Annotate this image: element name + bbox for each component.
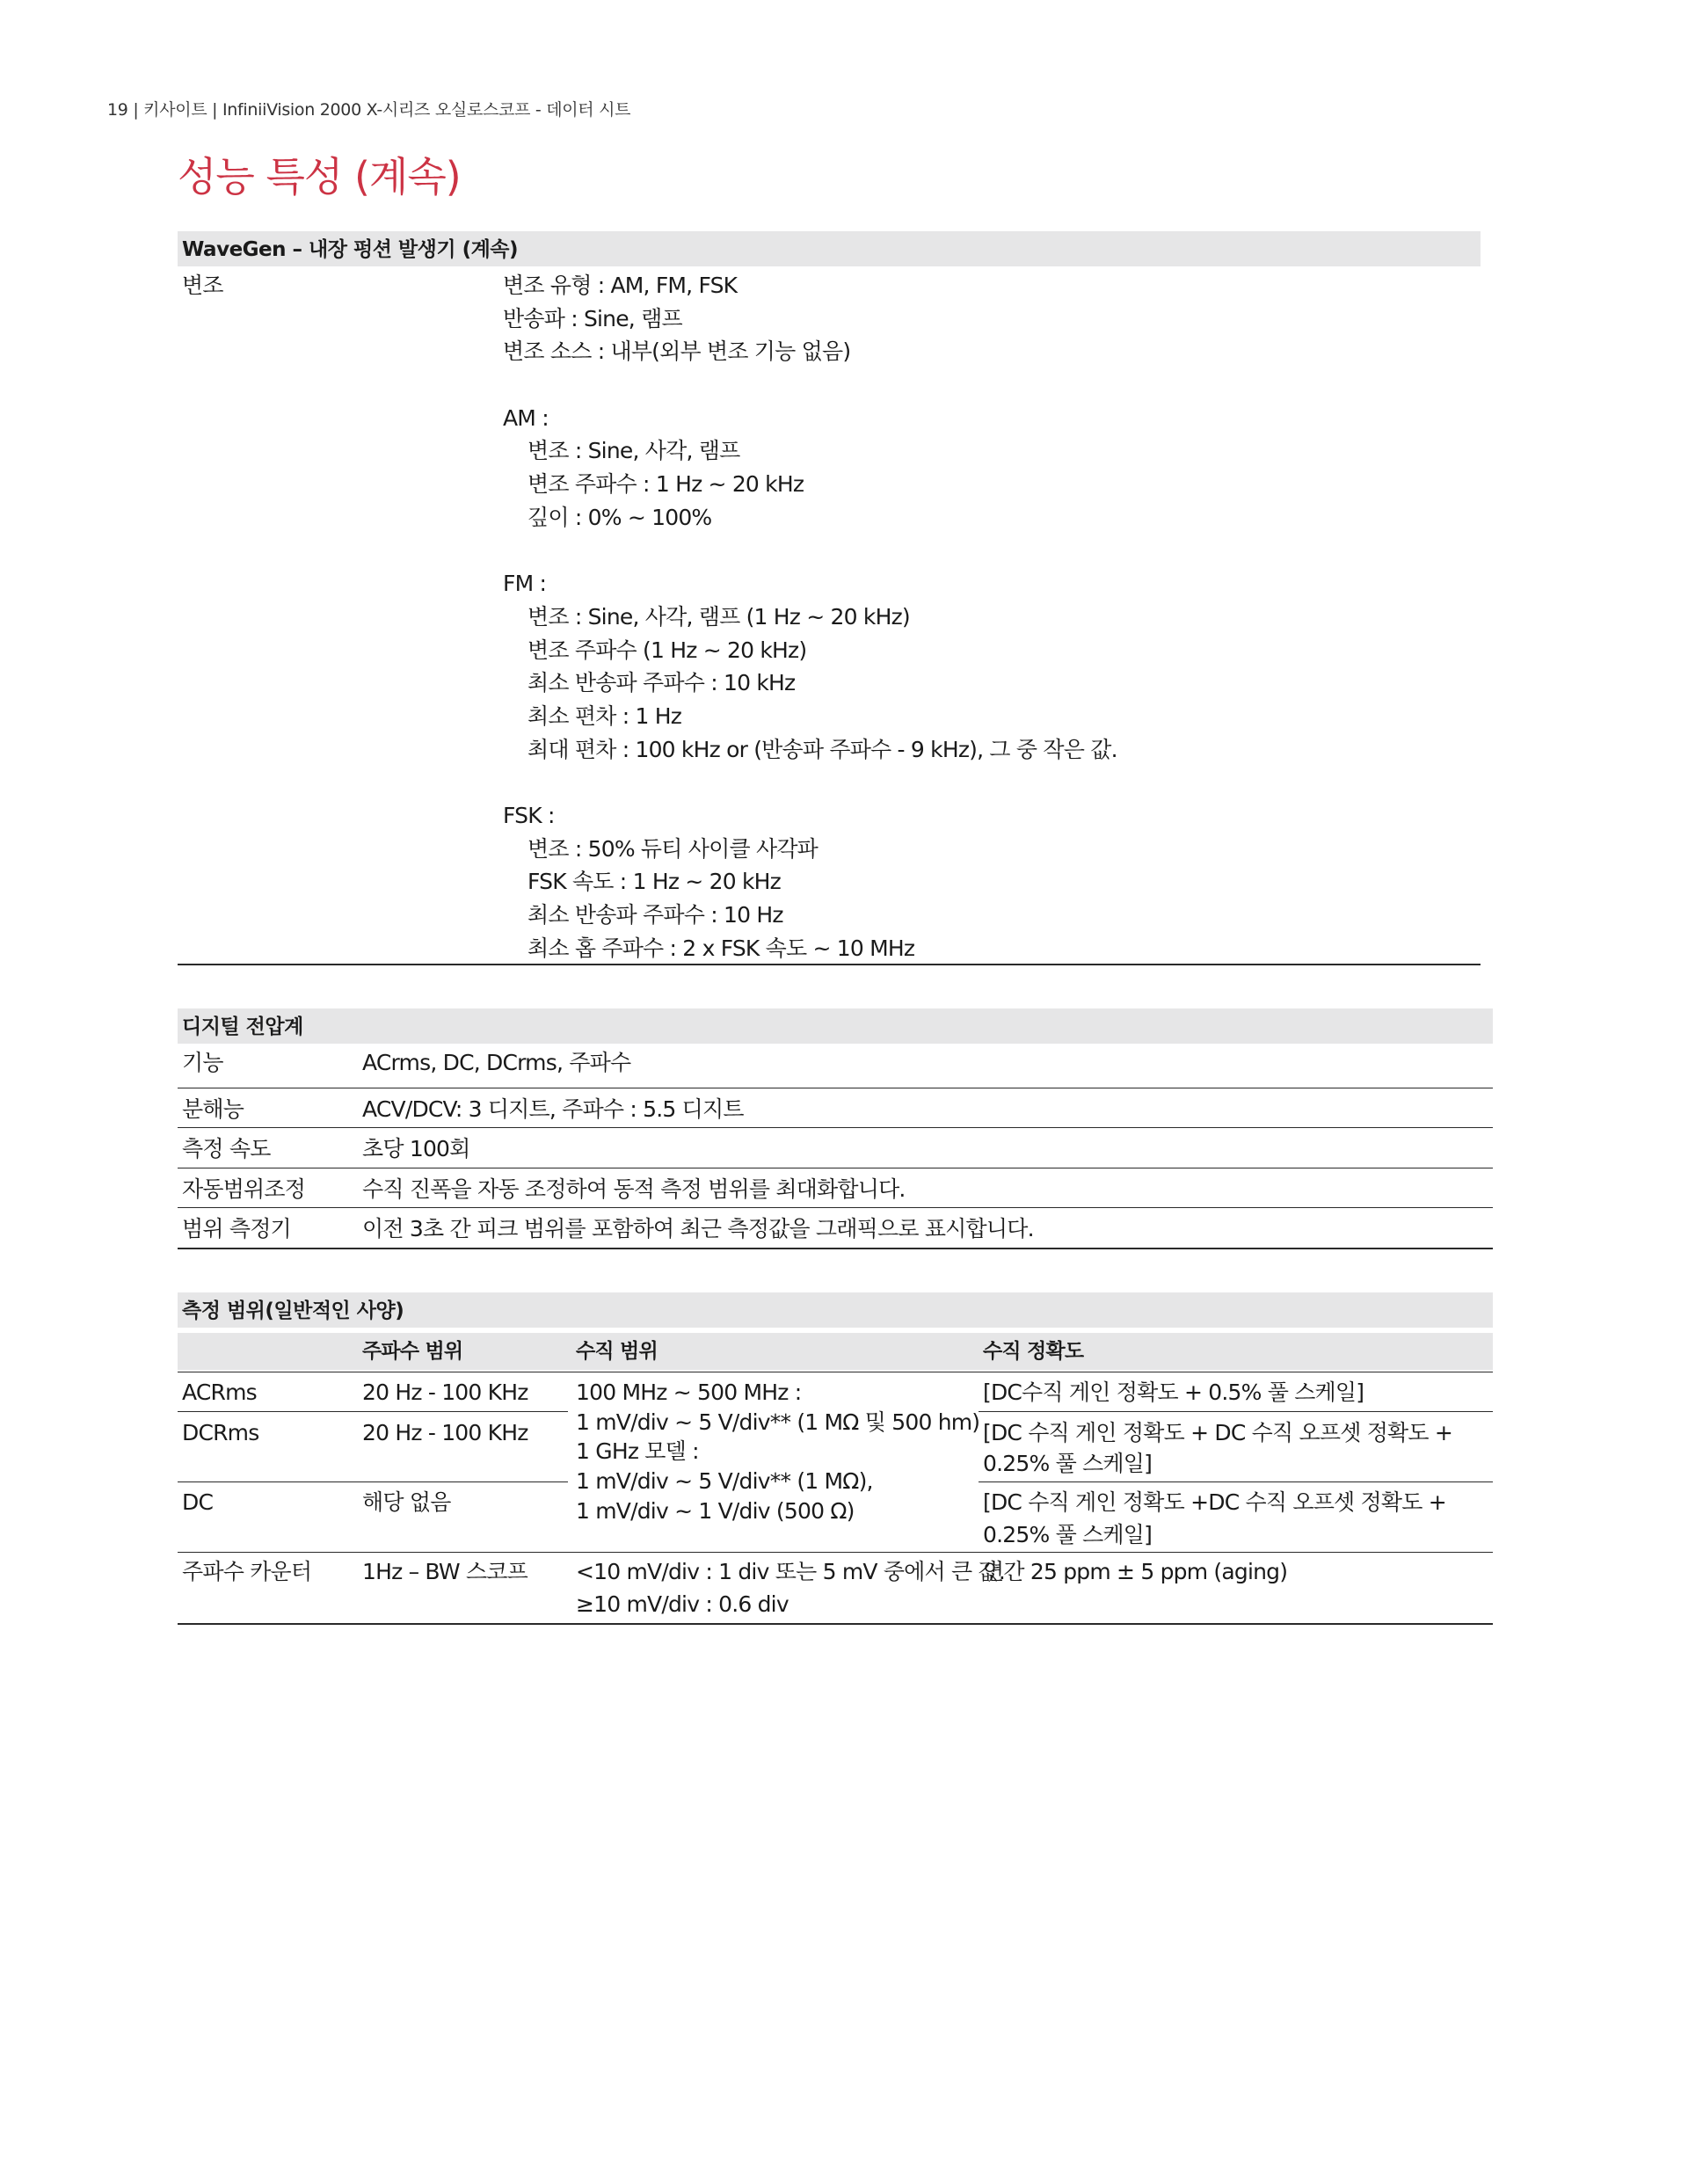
range-row-dcrms-accuracy-1: [DC 수직 게인 정확도 + DC 수직 오프셋 정확도 + <box>983 1420 1453 1445</box>
range-row-counter-freq: 1Hz – BW 스코프 <box>362 1559 528 1584</box>
wavegen-spacer <box>503 368 1117 402</box>
range-bottom-rule <box>178 1623 1493 1625</box>
dvm-row-label: 분해능 <box>182 1096 244 1122</box>
range-row-dc-accuracy-1: [DC 수직 게인 정확도 +DC 수직 오프셋 정확도 + <box>983 1489 1446 1515</box>
dvm-row-value: ACrms, DC, DCrms, 주파수 <box>362 1050 631 1075</box>
dvm-section-title: 디지털 전압계 <box>178 1008 1493 1044</box>
range-vertical-shared-1: 100 MHz ~ 500 MHz : <box>576 1380 802 1405</box>
range-row-acrms-label: ACRms <box>182 1380 257 1405</box>
dvm-row-value: ACV/DCV: 3 디지트, 주파수 : 5.5 디지트 <box>362 1096 744 1122</box>
range-rule-acrms-right <box>979 1411 1493 1412</box>
wavegen-line: FSK 속도 : 1 Hz ~ 20 kHz <box>528 869 781 895</box>
range-row-counter-label: 주파수 카운터 <box>182 1559 312 1584</box>
range-vertical-shared-5: 1 mV/div ~ 1 V/div (500 Ω) <box>576 1498 855 1524</box>
range-row-counter-vertical-1: <10 mV/div : 1 div 또는 5 mV 중에서 큰 값. <box>576 1559 1006 1584</box>
range-rule-acrms-left <box>178 1411 568 1412</box>
wavegen-line: 변조 : 50% 듀티 사이클 사각파 <box>528 835 819 862</box>
wavegen-line: 변조 소스 : 내부(외부 변조 기능 없음) <box>503 339 851 365</box>
range-header-vertical: 수직 범위 <box>576 1340 658 1363</box>
dvm-row-rule <box>178 1248 1493 1249</box>
dvm-row-value: 초당 100회 <box>362 1136 470 1161</box>
dvm-row-label: 기능 <box>182 1050 223 1075</box>
wavegen-line: FM : <box>503 571 547 597</box>
range-vertical-shared-2: 1 mV/div ~ 5 V/div** (1 MΩ 및 500 hm) <box>576 1409 980 1435</box>
dvm-row-value: 이전 3초 간 피크 범위를 포함하여 최근 측정값을 그래픽으로 표시합니다. <box>362 1216 1034 1241</box>
range-vertical-shared-4: 1 mV/div ~ 5 V/div** (1 MΩ), <box>576 1468 873 1494</box>
wavegen-line: 변조 : Sine, 사각, 램프 (1 Hz ~ 20 kHz) <box>528 603 910 630</box>
range-row-counter-vertical-2: ≥10 mV/div : 0.6 div <box>576 1591 789 1617</box>
wavegen-line: 최대 편차 : 100 kHz or (반송파 주파수 - 9 kHz), 그 중 작은 값. <box>528 736 1117 762</box>
wavegen-line: AM : <box>503 404 549 431</box>
dvm-row-label: 측정 속도 <box>182 1136 271 1161</box>
wavegen-line: 깊이 : 0% ~ 100% <box>528 504 712 530</box>
range-row-acrms-freq: 20 Hz - 100 KHz <box>362 1380 528 1405</box>
range-row-dc-freq: 해당 없음 <box>362 1489 451 1515</box>
dvm-row-label: 범위 측정기 <box>182 1216 291 1241</box>
range-header-accuracy: 수직 정확도 <box>983 1340 1084 1363</box>
range-section-title: 측정 범위(일반적인 사양) <box>178 1292 1493 1328</box>
range-row-dc-accuracy-2: 0.25% 풀 스케일] <box>983 1522 1153 1547</box>
wavegen-bottom-rule <box>178 964 1481 965</box>
wavegen-line: 최소 반송파 주파수 : 10 kHz <box>528 670 796 696</box>
range-rule-dc <box>178 1552 1493 1553</box>
wavegen-line: 최소 홉 주파수 : 2 x FSK 속도 ~ 10 MHz <box>528 935 915 961</box>
wavegen-line: 최소 반송파 주파수 : 10 Hz <box>528 902 783 928</box>
wavegen-line: 변조 주파수 : 1 Hz ~ 20 kHz <box>528 471 804 498</box>
wavegen-spacer <box>503 535 1117 568</box>
range-row-acrms-accuracy: [DC수직 게인 정확도 + 0.5% 풀 스케일] <box>983 1380 1364 1405</box>
range-row-dcrms-label: DCRms <box>182 1420 259 1445</box>
wavegen-spacer <box>503 766 1117 799</box>
dvm-row-rule <box>178 1207 1493 1208</box>
range-row-dc-label: DC <box>182 1489 214 1515</box>
range-header-freq: 주파수 범위 <box>362 1340 463 1363</box>
wavegen-line: 반송파 : Sine, 램프 <box>503 305 682 331</box>
dvm-row-value: 수직 진폭을 자동 조정하여 동적 측정 범위를 최대화합니다. <box>362 1176 906 1202</box>
range-rule-dcrms-left <box>178 1481 568 1482</box>
range-row-dcrms-accuracy-2: 0.25% 풀 스케일] <box>983 1451 1153 1476</box>
range-vertical-shared-3: 1 GHz 모델 : <box>576 1438 699 1464</box>
running-header: 19 | 키사이트 | InfiniiVision 2000 X-시리즈 오실로스코프 - 데이터 시트 <box>107 100 631 120</box>
range-rule-dcrms-right <box>979 1481 1493 1482</box>
wavegen-section-title: WaveGen – 내장 펑션 발생기 (계속) <box>178 231 1481 266</box>
dvm-row-label: 자동범위조정 <box>182 1176 306 1202</box>
range-row-counter-accuracy: 연간 25 ppm ± 5 ppm (aging) <box>983 1559 1288 1584</box>
wavegen-line: FSK : <box>503 803 555 828</box>
wavegen-line: 변조 : Sine, 사각, 램프 <box>528 438 740 464</box>
page-title: 성능 특성 (계속) <box>178 153 461 200</box>
range-row-dcrms-freq: 20 Hz - 100 KHz <box>362 1420 528 1445</box>
wavegen-line: 변조 유형 : AM, FM, FSK <box>503 273 738 298</box>
wavegen-row-label: 변조 <box>182 273 223 298</box>
wavegen-modulation-details <box>503 269 1117 965</box>
wavegen-line: 변조 주파수 (1 Hz ~ 20 kHz) <box>528 637 807 663</box>
wavegen-line: 최소 편차 : 1 Hz <box>528 703 682 729</box>
dvm-row-rule <box>178 1127 1493 1128</box>
